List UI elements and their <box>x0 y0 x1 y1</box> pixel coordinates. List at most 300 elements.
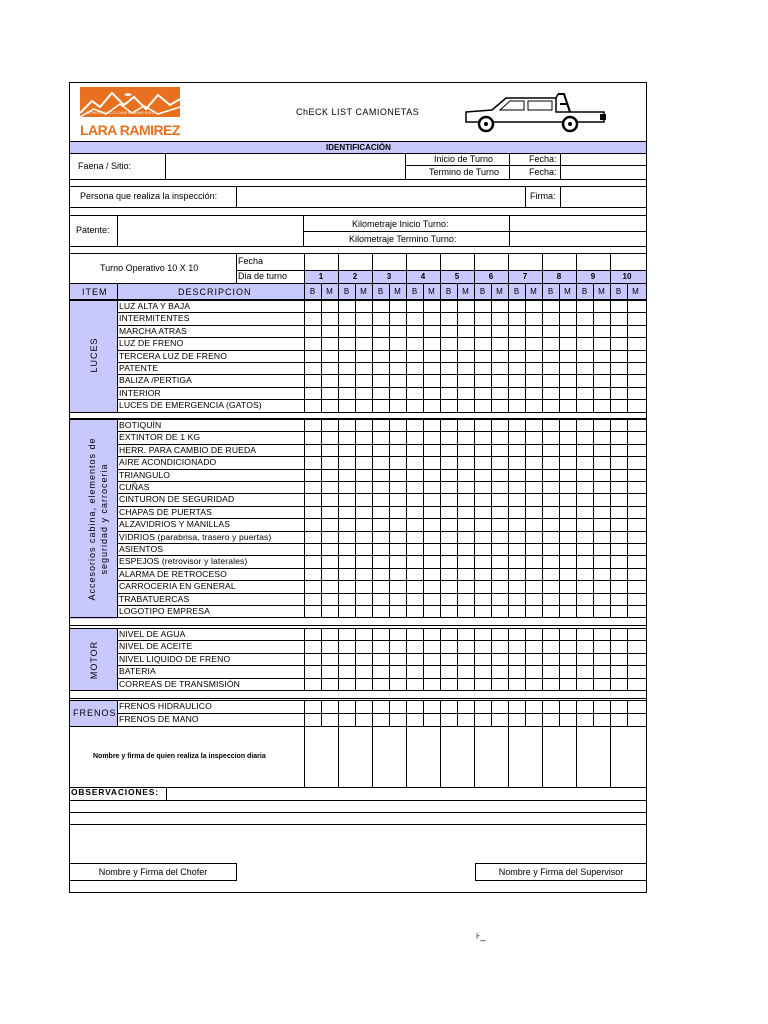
m-check-cell[interactable] <box>356 457 372 468</box>
b-check-cell[interactable] <box>407 581 423 592</box>
m-check-cell[interactable] <box>492 301 508 312</box>
b-check-cell[interactable] <box>577 445 593 456</box>
m-check-cell[interactable] <box>322 420 338 431</box>
m-check-cell[interactable] <box>322 594 338 605</box>
m-check-cell[interactable] <box>492 629 508 640</box>
m-check-cell[interactable] <box>492 420 508 431</box>
b-check-cell[interactable] <box>577 375 593 386</box>
m-check-cell[interactable] <box>390 301 406 312</box>
m-check-cell[interactable] <box>628 482 646 493</box>
m-check-cell[interactable] <box>458 594 474 605</box>
b-check-cell[interactable] <box>305 363 321 374</box>
m-check-cell[interactable] <box>458 375 474 386</box>
b-check-cell[interactable] <box>577 532 593 543</box>
b-check-cell[interactable] <box>543 544 559 555</box>
m-check-cell[interactable] <box>628 338 646 349</box>
b-check-cell[interactable] <box>475 701 491 713</box>
b-check-cell[interactable] <box>373 457 389 468</box>
b-check-cell[interactable] <box>305 701 321 713</box>
m-check-cell[interactable] <box>628 654 646 665</box>
b-check-cell[interactable] <box>475 432 491 443</box>
m-check-cell[interactable] <box>458 482 474 493</box>
m-check-cell[interactable] <box>492 544 508 555</box>
b-check-cell[interactable] <box>577 301 593 312</box>
m-check-cell[interactable] <box>458 313 474 324</box>
km-inicio-field[interactable] <box>510 216 646 230</box>
m-check-cell[interactable] <box>424 581 440 592</box>
m-check-cell[interactable] <box>322 301 338 312</box>
b-check-cell[interactable] <box>475 400 491 411</box>
m-check-cell[interactable] <box>424 351 440 362</box>
m-check-cell[interactable] <box>492 569 508 580</box>
b-check-cell[interactable] <box>475 494 491 505</box>
m-check-cell[interactable] <box>390 494 406 505</box>
m-check-cell[interactable] <box>560 569 576 580</box>
m-check-cell[interactable] <box>560 470 576 481</box>
b-check-cell[interactable] <box>475 363 491 374</box>
b-check-cell[interactable] <box>543 666 559 677</box>
m-check-cell[interactable] <box>458 470 474 481</box>
b-check-cell[interactable] <box>577 666 593 677</box>
b-check-cell[interactable] <box>475 714 491 726</box>
m-check-cell[interactable] <box>390 654 406 665</box>
b-check-cell[interactable] <box>611 375 627 386</box>
b-check-cell[interactable] <box>373 482 389 493</box>
m-check-cell[interactable] <box>492 445 508 456</box>
b-check-cell[interactable] <box>475 301 491 312</box>
b-check-cell[interactable] <box>441 629 457 640</box>
m-check-cell[interactable] <box>458 701 474 713</box>
b-check-cell[interactable] <box>305 494 321 505</box>
b-check-cell[interactable] <box>339 654 355 665</box>
b-check-cell[interactable] <box>373 544 389 555</box>
b-check-cell[interactable] <box>509 432 525 443</box>
b-check-cell[interactable] <box>339 375 355 386</box>
m-check-cell[interactable] <box>560 679 576 690</box>
b-check-cell[interactable] <box>305 569 321 580</box>
m-check-cell[interactable] <box>492 363 508 374</box>
firma-diaria-cell[interactable] <box>407 727 440 786</box>
b-check-cell[interactable] <box>509 326 525 337</box>
m-check-cell[interactable] <box>594 313 610 324</box>
m-check-cell[interactable] <box>560 581 576 592</box>
faena-field[interactable] <box>166 154 404 178</box>
b-check-cell[interactable] <box>475 482 491 493</box>
b-check-cell[interactable] <box>611 666 627 677</box>
b-check-cell[interactable] <box>577 581 593 592</box>
m-check-cell[interactable] <box>492 313 508 324</box>
m-check-cell[interactable] <box>594 482 610 493</box>
b-check-cell[interactable] <box>339 301 355 312</box>
b-check-cell[interactable] <box>543 388 559 399</box>
b-check-cell[interactable] <box>441 351 457 362</box>
b-check-cell[interactable] <box>305 544 321 555</box>
m-check-cell[interactable] <box>492 470 508 481</box>
m-check-cell[interactable] <box>594 507 610 518</box>
b-check-cell[interactable] <box>305 556 321 567</box>
m-check-cell[interactable] <box>492 679 508 690</box>
m-check-cell[interactable] <box>424 556 440 567</box>
b-check-cell[interactable] <box>407 301 423 312</box>
b-check-cell[interactable] <box>475 532 491 543</box>
b-check-cell[interactable] <box>373 351 389 362</box>
b-check-cell[interactable] <box>543 375 559 386</box>
m-check-cell[interactable] <box>424 363 440 374</box>
m-check-cell[interactable] <box>526 666 542 677</box>
b-check-cell[interactable] <box>441 532 457 543</box>
b-check-cell[interactable] <box>577 338 593 349</box>
m-check-cell[interactable] <box>390 457 406 468</box>
m-check-cell[interactable] <box>322 313 338 324</box>
m-check-cell[interactable] <box>424 388 440 399</box>
b-check-cell[interactable] <box>373 301 389 312</box>
m-check-cell[interactable] <box>560 666 576 677</box>
b-check-cell[interactable] <box>305 482 321 493</box>
m-check-cell[interactable] <box>628 556 646 567</box>
m-check-cell[interactable] <box>356 507 372 518</box>
b-check-cell[interactable] <box>611 507 627 518</box>
b-check-cell[interactable] <box>577 313 593 324</box>
b-check-cell[interactable] <box>373 400 389 411</box>
b-check-cell[interactable] <box>611 400 627 411</box>
b-check-cell[interactable] <box>543 641 559 652</box>
b-check-cell[interactable] <box>509 420 525 431</box>
m-check-cell[interactable] <box>594 457 610 468</box>
m-check-cell[interactable] <box>458 569 474 580</box>
b-check-cell[interactable] <box>577 679 593 690</box>
m-check-cell[interactable] <box>628 544 646 555</box>
m-check-cell[interactable] <box>492 507 508 518</box>
b-check-cell[interactable] <box>441 470 457 481</box>
b-check-cell[interactable] <box>611 641 627 652</box>
b-check-cell[interactable] <box>441 519 457 530</box>
b-check-cell[interactable] <box>407 594 423 605</box>
m-check-cell[interactable] <box>526 594 542 605</box>
m-check-cell[interactable] <box>458 666 474 677</box>
m-check-cell[interactable] <box>628 569 646 580</box>
m-check-cell[interactable] <box>560 420 576 431</box>
b-check-cell[interactable] <box>441 641 457 652</box>
b-check-cell[interactable] <box>509 482 525 493</box>
b-check-cell[interactable] <box>373 701 389 713</box>
b-check-cell[interactable] <box>305 641 321 652</box>
m-check-cell[interactable] <box>526 544 542 555</box>
m-check-cell[interactable] <box>322 654 338 665</box>
m-check-cell[interactable] <box>628 445 646 456</box>
m-check-cell[interactable] <box>560 594 576 605</box>
b-check-cell[interactable] <box>339 544 355 555</box>
m-check-cell[interactable] <box>424 654 440 665</box>
m-check-cell[interactable] <box>560 482 576 493</box>
b-check-cell[interactable] <box>407 569 423 580</box>
b-check-cell[interactable] <box>475 326 491 337</box>
m-check-cell[interactable] <box>424 594 440 605</box>
b-check-cell[interactable] <box>577 457 593 468</box>
b-check-cell[interactable] <box>339 679 355 690</box>
firma-diaria-cell[interactable] <box>611 727 646 786</box>
b-check-cell[interactable] <box>373 420 389 431</box>
b-check-cell[interactable] <box>543 714 559 726</box>
b-check-cell[interactable] <box>509 494 525 505</box>
b-check-cell[interactable] <box>339 482 355 493</box>
m-check-cell[interactable] <box>356 641 372 652</box>
b-check-cell[interactable] <box>373 569 389 580</box>
m-check-cell[interactable] <box>492 482 508 493</box>
b-check-cell[interactable] <box>509 338 525 349</box>
m-check-cell[interactable] <box>526 375 542 386</box>
m-check-cell[interactable] <box>458 338 474 349</box>
m-check-cell[interactable] <box>628 507 646 518</box>
b-check-cell[interactable] <box>611 556 627 567</box>
m-check-cell[interactable] <box>322 432 338 443</box>
m-check-cell[interactable] <box>356 556 372 567</box>
b-check-cell[interactable] <box>543 556 559 567</box>
b-check-cell[interactable] <box>339 420 355 431</box>
m-check-cell[interactable] <box>390 338 406 349</box>
b-check-cell[interactable] <box>305 654 321 665</box>
m-check-cell[interactable] <box>526 457 542 468</box>
b-check-cell[interactable] <box>339 594 355 605</box>
m-check-cell[interactable] <box>356 375 372 386</box>
b-check-cell[interactable] <box>373 714 389 726</box>
b-check-cell[interactable] <box>373 326 389 337</box>
m-check-cell[interactable] <box>594 666 610 677</box>
b-check-cell[interactable] <box>543 679 559 690</box>
b-check-cell[interactable] <box>441 420 457 431</box>
m-check-cell[interactable] <box>594 556 610 567</box>
m-check-cell[interactable] <box>492 351 508 362</box>
b-check-cell[interactable] <box>509 581 525 592</box>
m-check-cell[interactable] <box>594 351 610 362</box>
m-check-cell[interactable] <box>458 581 474 592</box>
m-check-cell[interactable] <box>322 679 338 690</box>
b-check-cell[interactable] <box>577 400 593 411</box>
b-check-cell[interactable] <box>407 420 423 431</box>
b-check-cell[interactable] <box>611 519 627 530</box>
m-check-cell[interactable] <box>356 594 372 605</box>
b-check-cell[interactable] <box>339 606 355 617</box>
b-check-cell[interactable] <box>543 701 559 713</box>
b-check-cell[interactable] <box>441 544 457 555</box>
m-check-cell[interactable] <box>322 457 338 468</box>
b-check-cell[interactable] <box>305 666 321 677</box>
b-check-cell[interactable] <box>611 701 627 713</box>
b-check-cell[interactable] <box>475 666 491 677</box>
fecha-termino-field[interactable] <box>561 166 646 178</box>
m-check-cell[interactable] <box>560 714 576 726</box>
b-check-cell[interactable] <box>577 714 593 726</box>
m-check-cell[interactable] <box>424 301 440 312</box>
m-check-cell[interactable] <box>560 519 576 530</box>
firma-diaria-cell[interactable] <box>441 727 474 786</box>
b-check-cell[interactable] <box>577 629 593 640</box>
b-check-cell[interactable] <box>339 388 355 399</box>
b-check-cell[interactable] <box>373 445 389 456</box>
b-check-cell[interactable] <box>509 532 525 543</box>
m-check-cell[interactable] <box>628 629 646 640</box>
m-check-cell[interactable] <box>560 445 576 456</box>
b-check-cell[interactable] <box>407 606 423 617</box>
m-check-cell[interactable] <box>492 714 508 726</box>
m-check-cell[interactable] <box>390 363 406 374</box>
m-check-cell[interactable] <box>322 400 338 411</box>
b-check-cell[interactable] <box>475 519 491 530</box>
m-check-cell[interactable] <box>594 338 610 349</box>
firma-diaria-cell[interactable] <box>373 727 406 786</box>
m-check-cell[interactable] <box>390 666 406 677</box>
m-check-cell[interactable] <box>390 432 406 443</box>
b-check-cell[interactable] <box>339 445 355 456</box>
m-check-cell[interactable] <box>458 494 474 505</box>
b-check-cell[interactable] <box>509 375 525 386</box>
m-check-cell[interactable] <box>390 470 406 481</box>
m-check-cell[interactable] <box>492 519 508 530</box>
m-check-cell[interactable] <box>492 654 508 665</box>
b-check-cell[interactable] <box>339 470 355 481</box>
b-check-cell[interactable] <box>611 388 627 399</box>
m-check-cell[interactable] <box>594 654 610 665</box>
b-check-cell[interactable] <box>611 606 627 617</box>
b-check-cell[interactable] <box>305 594 321 605</box>
b-check-cell[interactable] <box>441 679 457 690</box>
b-check-cell[interactable] <box>475 388 491 399</box>
m-check-cell[interactable] <box>628 641 646 652</box>
m-check-cell[interactable] <box>322 494 338 505</box>
m-check-cell[interactable] <box>628 701 646 713</box>
m-check-cell[interactable] <box>424 569 440 580</box>
m-check-cell[interactable] <box>322 714 338 726</box>
b-check-cell[interactable] <box>407 326 423 337</box>
b-check-cell[interactable] <box>611 338 627 349</box>
b-check-cell[interactable] <box>407 679 423 690</box>
b-check-cell[interactable] <box>577 482 593 493</box>
m-check-cell[interactable] <box>458 432 474 443</box>
m-check-cell[interactable] <box>526 556 542 567</box>
b-check-cell[interactable] <box>407 629 423 640</box>
b-check-cell[interactable] <box>611 420 627 431</box>
m-check-cell[interactable] <box>424 420 440 431</box>
m-check-cell[interactable] <box>458 445 474 456</box>
m-check-cell[interactable] <box>628 494 646 505</box>
m-check-cell[interactable] <box>458 388 474 399</box>
b-check-cell[interactable] <box>611 470 627 481</box>
m-check-cell[interactable] <box>424 445 440 456</box>
m-check-cell[interactable] <box>560 375 576 386</box>
m-check-cell[interactable] <box>560 432 576 443</box>
m-check-cell[interactable] <box>560 641 576 652</box>
m-check-cell[interactable] <box>526 351 542 362</box>
b-check-cell[interactable] <box>475 470 491 481</box>
m-check-cell[interactable] <box>628 375 646 386</box>
b-check-cell[interactable] <box>543 420 559 431</box>
m-check-cell[interactable] <box>526 654 542 665</box>
firma-diaria-cell[interactable] <box>543 727 576 786</box>
b-check-cell[interactable] <box>305 301 321 312</box>
m-check-cell[interactable] <box>594 420 610 431</box>
m-check-cell[interactable] <box>356 666 372 677</box>
m-check-cell[interactable] <box>390 581 406 592</box>
b-check-cell[interactable] <box>339 629 355 640</box>
m-check-cell[interactable] <box>526 432 542 443</box>
b-check-cell[interactable] <box>475 313 491 324</box>
b-check-cell[interactable] <box>373 556 389 567</box>
b-check-cell[interactable] <box>509 445 525 456</box>
m-check-cell[interactable] <box>458 629 474 640</box>
m-check-cell[interactable] <box>322 519 338 530</box>
b-check-cell[interactable] <box>441 569 457 580</box>
m-check-cell[interactable] <box>356 363 372 374</box>
m-check-cell[interactable] <box>424 432 440 443</box>
b-check-cell[interactable] <box>577 432 593 443</box>
m-check-cell[interactable] <box>458 301 474 312</box>
b-check-cell[interactable] <box>339 351 355 362</box>
b-check-cell[interactable] <box>441 313 457 324</box>
m-check-cell[interactable] <box>594 363 610 374</box>
m-check-cell[interactable] <box>560 351 576 362</box>
b-check-cell[interactable] <box>577 363 593 374</box>
m-check-cell[interactable] <box>390 569 406 580</box>
b-check-cell[interactable] <box>509 457 525 468</box>
b-check-cell[interactable] <box>339 714 355 726</box>
m-check-cell[interactable] <box>492 375 508 386</box>
m-check-cell[interactable] <box>356 432 372 443</box>
b-check-cell[interactable] <box>475 581 491 592</box>
m-check-cell[interactable] <box>356 532 372 543</box>
b-check-cell[interactable] <box>441 445 457 456</box>
b-check-cell[interactable] <box>305 326 321 337</box>
m-check-cell[interactable] <box>356 581 372 592</box>
patente-field[interactable] <box>118 216 302 245</box>
b-check-cell[interactable] <box>407 400 423 411</box>
b-check-cell[interactable] <box>475 569 491 580</box>
b-check-cell[interactable] <box>475 679 491 690</box>
m-check-cell[interactable] <box>492 581 508 592</box>
m-check-cell[interactable] <box>526 679 542 690</box>
b-check-cell[interactable] <box>441 581 457 592</box>
b-check-cell[interactable] <box>475 445 491 456</box>
m-check-cell[interactable] <box>492 457 508 468</box>
b-check-cell[interactable] <box>475 641 491 652</box>
m-check-cell[interactable] <box>628 666 646 677</box>
observaciones-field[interactable] <box>167 788 646 824</box>
m-check-cell[interactable] <box>492 606 508 617</box>
m-check-cell[interactable] <box>356 445 372 456</box>
m-check-cell[interactable] <box>390 701 406 713</box>
m-check-cell[interactable] <box>390 629 406 640</box>
m-check-cell[interactable] <box>424 629 440 640</box>
m-check-cell[interactable] <box>560 388 576 399</box>
m-check-cell[interactable] <box>526 400 542 411</box>
m-check-cell[interactable] <box>322 482 338 493</box>
m-check-cell[interactable] <box>390 606 406 617</box>
m-check-cell[interactable] <box>594 519 610 530</box>
b-check-cell[interactable] <box>475 544 491 555</box>
m-check-cell[interactable] <box>322 666 338 677</box>
b-check-cell[interactable] <box>407 388 423 399</box>
m-check-cell[interactable] <box>526 629 542 640</box>
m-check-cell[interactable] <box>390 313 406 324</box>
b-check-cell[interactable] <box>339 338 355 349</box>
m-check-cell[interactable] <box>356 470 372 481</box>
m-check-cell[interactable] <box>424 544 440 555</box>
b-check-cell[interactable] <box>373 470 389 481</box>
m-check-cell[interactable] <box>628 301 646 312</box>
m-check-cell[interactable] <box>424 482 440 493</box>
m-check-cell[interactable] <box>560 556 576 567</box>
m-check-cell[interactable] <box>424 641 440 652</box>
b-check-cell[interactable] <box>475 629 491 640</box>
m-check-cell[interactable] <box>458 679 474 690</box>
